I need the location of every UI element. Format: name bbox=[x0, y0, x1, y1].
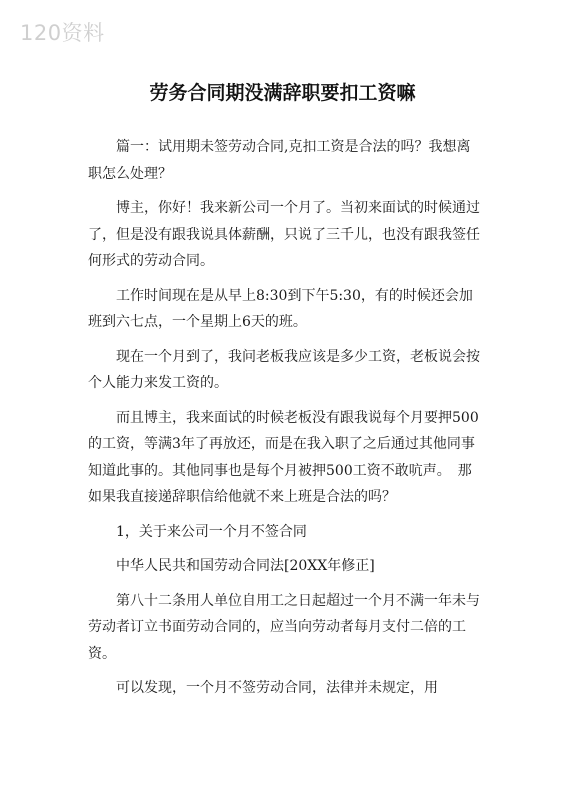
paragraph-9: 可以发现，一个月不签劳动合同，法律并未规定，用 bbox=[116, 680, 438, 696]
paragraph-6: 1，关于来公司一个月不签合同 bbox=[116, 523, 307, 540]
paragraph-1: 篇一：试用期未签劳动合同,克扣工资是合法的吗？我想离职怎么处理？ bbox=[88, 139, 471, 182]
watermark-logo: 120资料 bbox=[20, 21, 105, 45]
document-title: 劳务合同期没满辞职要扣工资嘛 bbox=[149, 82, 416, 104]
paragraph-7: 中华人民共和国劳动合同法[20XX年修正] bbox=[116, 558, 375, 574]
paragraph-4: 现在一个月到了，我问老板我应该是多少工资，老板说会按个人能力来发工资的。 bbox=[88, 348, 480, 391]
paragraph-5: 而且博主，我来面试的时候老板没有跟我说每个月要押500的工资，等满3年了再放还，而是在我入职了之后通过其他同事知道此事的。其他同事也是每个月被押500工资不敢吭声。 那如果我直接递辞职信给他就不来上班是合法的吗？ bbox=[88, 409, 479, 505]
document-body bbox=[88, 134, 484, 710]
paragraph-2: 博主，你好！我来新公司一个月了。当初来面试的时候通过了，但是没有跟我说具体薪酬，只说了三千儿，也没有跟我签任何形式的劳动合同。 bbox=[88, 200, 480, 269]
paragraph-3: 工作时间现在是从早上8:30到下午5:30，有的时候还会加班到六七点，一个星期上6天的班。 bbox=[88, 287, 473, 330]
paragraph-8: 第八十二条用人单位自用工之日起超过一个月不满一年未与劳动者订立书面劳动合同的，应当向劳动者每月支付二倍的工资。 bbox=[88, 592, 480, 662]
